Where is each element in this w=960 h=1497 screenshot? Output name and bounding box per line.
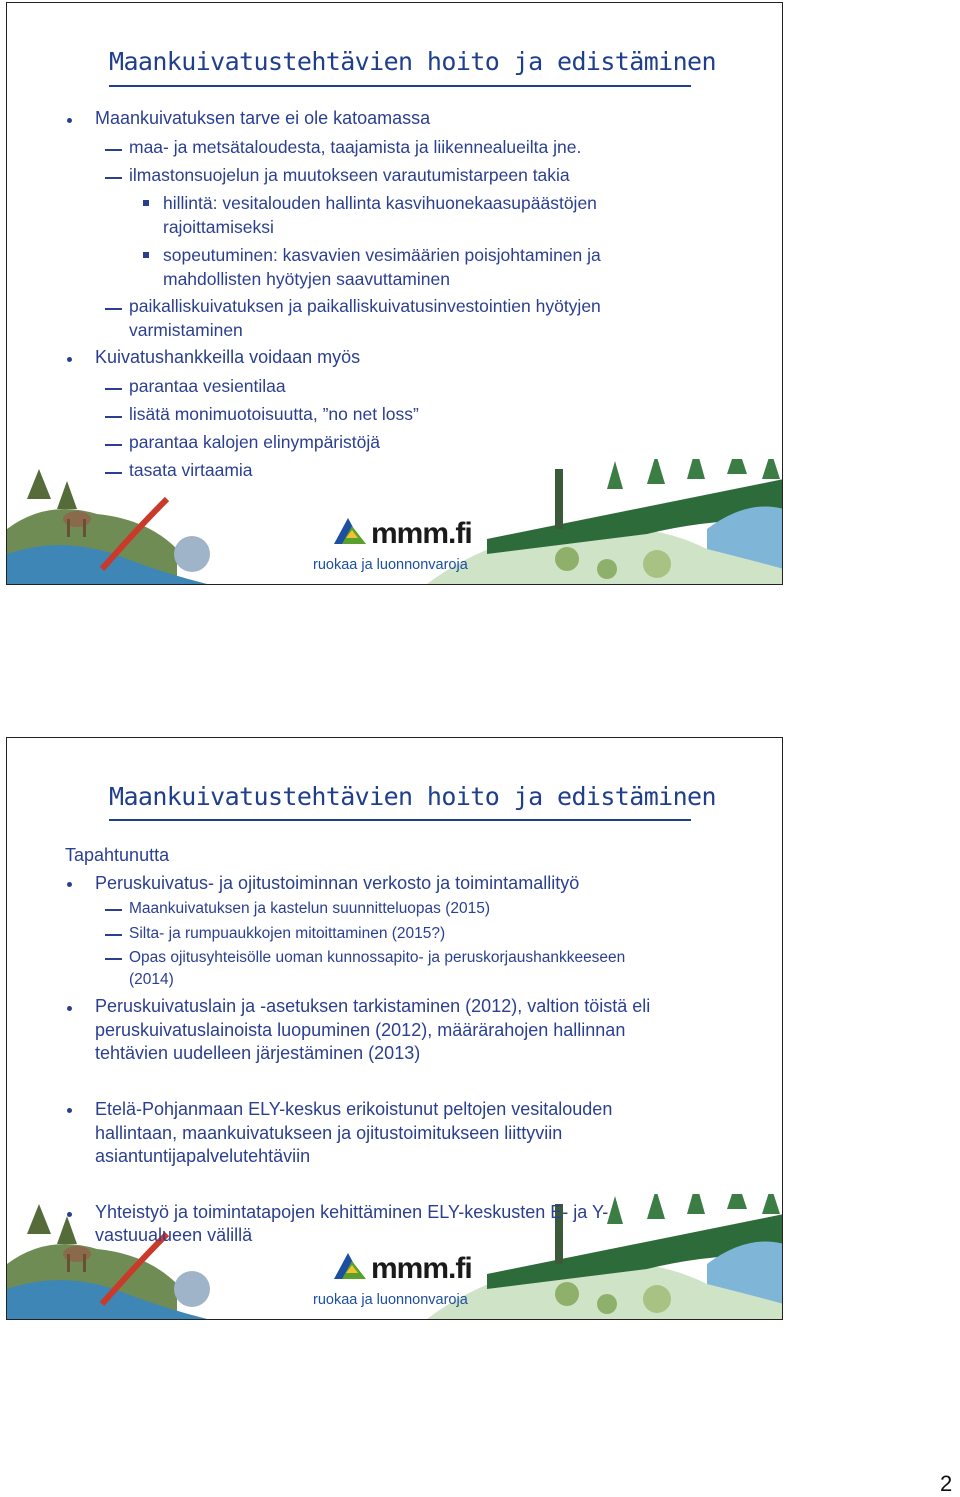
bullet-marker (67, 1212, 72, 1217)
bullet-text: tehtävien uudelleen järjestäminen (2013) (95, 1043, 421, 1063)
sub-bullet-text: tasata virtaamia (129, 460, 253, 480)
dash-marker (105, 388, 122, 390)
bullet-marker (67, 1006, 72, 1011)
title-underline (109, 85, 691, 87)
logo-wordmark: mmm.fi (371, 1252, 472, 1285)
dash-marker (105, 416, 122, 418)
sub-bullet-text: ilmastonsuojelun ja muutokseen varautumistarpeen takia (129, 165, 570, 185)
bullet-text: Yhteistyö ja toimintatapojen kehittäminen ELY-keskusten E- ja Y- (95, 1202, 609, 1222)
dash-marker (105, 444, 122, 446)
section-heading: Tapahtunutta (65, 845, 170, 865)
bullet-text: asiantuntijapalvelutehtäviin (95, 1146, 311, 1166)
bullet-marker (67, 1108, 72, 1113)
sub-bullet-text: (2014) (129, 971, 174, 988)
sub-sub-bullet-text: mahdollisten hyötyjen saavuttaminen (163, 269, 450, 289)
dash-marker (105, 149, 122, 151)
dash-marker (105, 934, 122, 936)
sub-bullet-text: Maankuivatuksen ja kastelun suunnitteluopas (2015) (129, 900, 491, 917)
bullet-text: vastuualueen välillä (95, 1225, 253, 1245)
sub-bullet-text: parantaa vesientilaa (129, 376, 286, 396)
bullet-text: Peruskuivatuslain ja -asetuksen tarkistaminen (2012), valtion töistä eli (95, 996, 651, 1016)
logo-tagline: ruokaa ja luonnonvaroja (313, 557, 468, 573)
bullet-marker (67, 882, 72, 887)
slide-1 (6, 2, 783, 585)
slide-title: Maankuivatustehtävien hoito ja edistäminen (109, 47, 716, 76)
sub-bullet-text: Silta- ja rumpuaukkojen mitoittaminen (2015?) (129, 925, 446, 942)
bullet-text: Peruskuivatus- ja ojitustoiminnan verkosto ja toimintamallityö (95, 873, 580, 893)
bullet-text: hallintaan, maankuivatukseen ja ojitustoimitukseen liittyviin (95, 1123, 563, 1143)
sub-bullet-text: varmistaminen (129, 320, 243, 340)
bullet-text: Etelä-Pohjanmaan ELY-keskus erikoistunut peltojen vesitalouden (95, 1099, 613, 1119)
dash-marker (105, 909, 122, 911)
sub-bullet-text: maa- ja metsätaloudesta, taajamista ja liikennealueilta jne. (129, 137, 582, 157)
title-underline (109, 819, 691, 821)
square-marker (143, 252, 149, 258)
mmm-logo-icon (332, 516, 368, 546)
logo-tagline: ruokaa ja luonnonvaroja (313, 1292, 468, 1308)
bullet-text: Maankuivatuksen tarve ei ole katoamassa (95, 108, 431, 128)
sub-bullet-text: lisätä monimuotoisuutta, ”no net loss” (129, 404, 419, 424)
sub-sub-bullet-text: rajoittamiseksi (163, 217, 274, 237)
bullet-text: Kuivatushankkeilla voidaan myös (95, 347, 361, 367)
sub-sub-bullet-text: hillintä: vesitalouden hallinta kasvihuonekaasupäästöjen (163, 193, 597, 213)
bullet-text: peruskuivatuslainoista luopuminen (2012), määrärahojen hallinnan (95, 1020, 626, 1040)
slide-title: Maankuivatustehtävien hoito ja edistäminen (109, 782, 716, 811)
logo-wordmark: mmm.fi (371, 517, 472, 550)
sub-bullet-text: paikalliskuivatuksen ja paikalliskuivatusinvestointien hyötyjen (129, 296, 601, 316)
sub-bullet-text: Opas ojitusyhteisölle uoman kunnossapito- ja peruskorjaushankkeeseen (129, 949, 626, 966)
dash-marker (105, 177, 122, 179)
dash-marker (105, 308, 122, 310)
page-number: 2 (940, 1471, 953, 1496)
sub-bullet-text: parantaa kalojen elinympäristöjä (129, 432, 380, 452)
sub-sub-bullet-text: sopeutuminen: kasvavien vesimäärien poisjohtaminen ja (163, 245, 601, 265)
square-marker (143, 200, 149, 206)
bullet-marker (67, 118, 72, 123)
mmm-logo-icon (332, 1251, 368, 1281)
dash-marker (105, 958, 122, 960)
slide-2 (6, 737, 783, 1320)
bullet-marker (67, 357, 72, 362)
